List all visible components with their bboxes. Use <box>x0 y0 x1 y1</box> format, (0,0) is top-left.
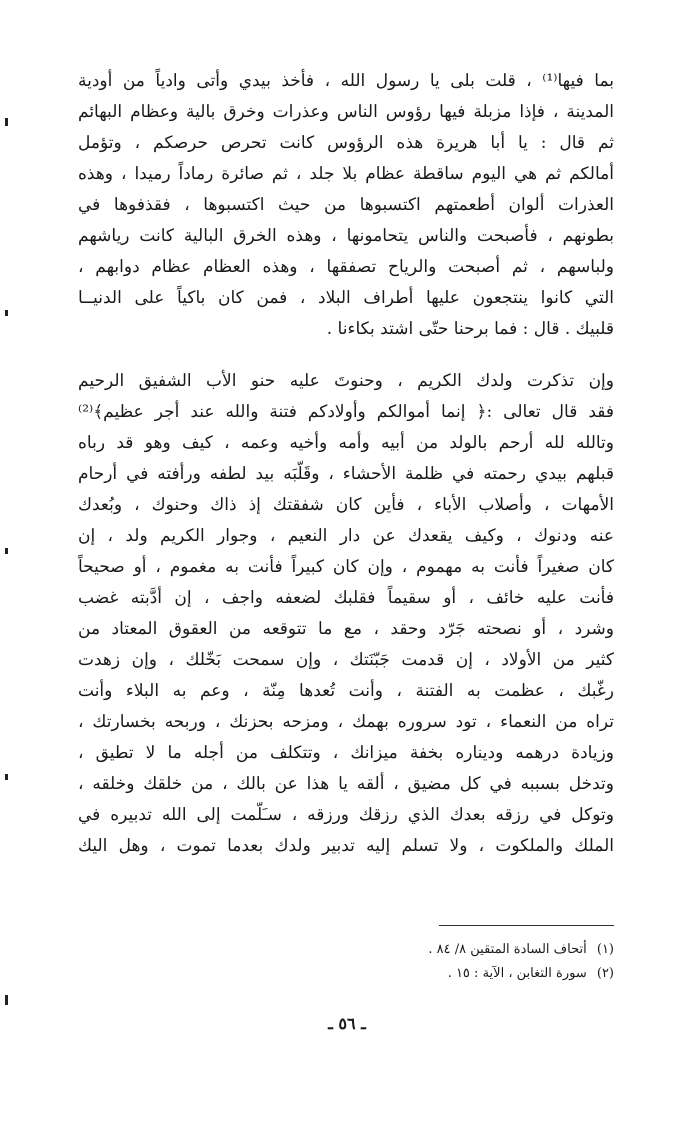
text-line: كان صغيراً فأنت به مهموم ، وإن كان كبيراً فأنت به مغموم ، أو صحيحاً <box>78 557 614 577</box>
paragraph-1 <box>78 66 614 345</box>
page-number: ـ ٥٦ ـ <box>328 1014 366 1033</box>
footnote-text: سورة التغابن ، الآية : ١٥ . <box>447 966 587 981</box>
footnote-2 <box>78 962 614 986</box>
text-line: ثم قال : يا أبا هريرة هذه الرؤوس كانت تحرص حرصكم ، وتؤمل <box>78 133 614 153</box>
scan-edge-mark <box>5 774 8 780</box>
text-line: قبلهم بيدي رحمته في ظلمة الأحشاء ، وقَلّبَه بيد لطفه ورأفته في أرحام <box>78 464 614 484</box>
footnote-number: (٢) <box>596 966 614 981</box>
paragraph-2 <box>78 366 614 862</box>
footnotes <box>78 938 614 986</box>
text-line: ولباسهم ، ثم أصبحت والرياح تصفقها ، وهذه العظام عظام دوابهم ، <box>78 257 614 277</box>
text-line: تراه من النعماء ، تود سروره بهمك ، ومزحه بحزنك ، وربحه بخسارتك ، <box>78 712 614 732</box>
text-line: عنه ودنوك ، وكيف يقعدك عن دار النعيم ، وجوار الكريم ولد ، إن <box>78 526 614 546</box>
text-line: بما فيها⁽¹⁾ ، قلت بلى يا رسول الله ، فأخذ بيدي وأتى وادياً من أودية <box>78 71 614 91</box>
footnote-text: أتحاف السادة المتقين ٨/ ٨٤ . <box>428 942 587 957</box>
footnote-number: (١) <box>596 942 614 957</box>
text-line: رغّبك ، عظمت به الفتنة ، وأنت تُعدها مِنّة ، وعم به البلاء وأنت <box>78 681 614 701</box>
text-line: المدينة ، فإذا مزبلة فيها رؤوس الناس وعذرات وخرق بالية وعظام البهائم <box>78 102 614 122</box>
text-line: وزيادة درهمه وديناره بخفة ميزانك ، وتتكلف من أجله ما لا تطيق ، <box>78 743 614 763</box>
scan-edge-mark <box>5 548 8 554</box>
text-line: وتدخل بسببه في كل مضيق ، ألقه يا هذا عن بالك ، من خلقك وخلقه ، <box>78 774 614 794</box>
text-line: وتالله لله أرحم بالولد من أبيه وأمه وأخيه وعمه ، كيف وهو قد رباه <box>78 433 614 453</box>
text-line: وإن تذكرت ولدك الكريم ، وحنوتَ عليه حنو الأب الشفيق الرحيم <box>78 371 614 391</box>
text-line: وتوكل في رزقه بعدك الذي رزقك ورزقه ، سـَلّمت إلى الله تدبيره في <box>78 805 614 825</box>
text-line: الأمهات ، وأصلاب الأباء ، فأين كان شفقتك إذ ذاك وحنوك ، وبُعدك <box>78 495 614 515</box>
text-line: بطونهم ، فأصبحت والناس يتحامونها ، وهذه الخرق البالية كانت رياشهم <box>78 226 614 246</box>
text-line: التي كانوا ينتجعون عليها أطراف البلاد ، فمن كان باكياً على الدنيــا <box>78 288 614 308</box>
text-line: كثير من الأولاد ، إن قدمت جَبّنَتك ، وإن سمحت بَخّلك ، وإن زهدت <box>78 650 614 670</box>
text-line: فأنت عليه خائف ، أو سقيماً فقلبك لضعفه واجف ، إن أدَّبته غضب <box>78 588 614 608</box>
footnote-divider <box>439 925 614 926</box>
scan-edge-mark <box>5 118 8 126</box>
footnote-1 <box>78 938 614 962</box>
text-line: الملك والملكوت ، ولا تسلم إليه تدبير ولدك بعدما تموت ، وهل اليك <box>78 836 614 856</box>
text-line: أمالكم ثم هي اليوم ساقطة عظام بلا جلد ، ثم صائرة رماداً رميدا ، وهذه <box>78 164 614 184</box>
scan-edge-mark <box>5 310 8 316</box>
text-line: فقد قال تعالى :﴿ إنما أموالكم وأولادكم فتنة والله عند أجر عظيم﴾⁽²⁾ <box>78 402 614 422</box>
text-line: وشرد ، أو نصحته جَرّد وحقد ، مع ما تتوقعه من العقوق المعتاد من <box>78 619 614 639</box>
scan-edge-mark <box>5 995 8 1005</box>
text-line: قلبيك . قال : فما برحنا حتّى اشتد بكاءنا . <box>326 319 614 339</box>
text-line: العذرات ألوان أطعمتهم اكتسبوها من حيث اكتسبوها ، فقذفوها في <box>78 195 614 215</box>
